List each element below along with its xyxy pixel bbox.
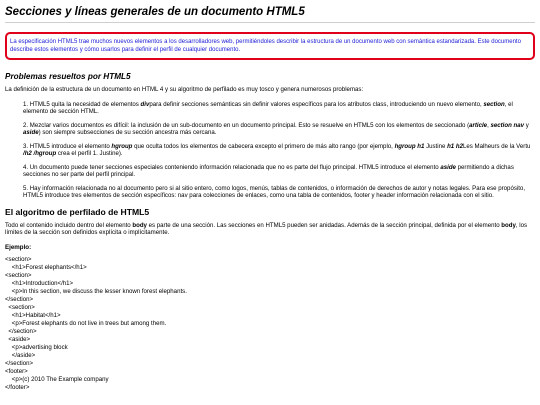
list-item	[23, 143, 535, 158]
page-title: Secciones y líneas generales de un documento HTML5	[5, 6, 535, 23]
section-paragraph: Todo el contenido incluido dentro del elemento body es parte de una sección. Las secciones en HTML5 pueden ser anidadas. Además de la sección principal, definida por el elemento body, los límites de la sección son definidos explícita o implícitamente.	[5, 221, 528, 237]
code-example: <section> <h1>Forest elephants</h1> <section> <h1>Introduction</h1> <p>In this section, we discuss the lesser known forest elephants. </section> <section> <h1>Habitat</h1> <p>Forest elephants do not live in trees but among them. </section> <aside> <p>advertising block </aside> </section> <footer> <p>(c) 2010 The Example company </footer>	[5, 255, 187, 391]
section-heading-problems: Problemas resueltos por HTML5	[5, 72, 131, 81]
list-item	[23, 185, 535, 200]
item-text: 5. Hay información relacionada no al documento pero si al sitio entero, como logos, menús, tablas de contenidos, o información de derechos de autor y notas legales. Para ese propósito, HTML5 introduce tres elementos de sección específicos: nav para colecciones de enlaces, como una tabla de contenidos, footer y header información relacionada con el sitio.	[23, 184, 526, 200]
item-text: 4. Un documento puede tener secciones especiales conteniendo información relacionada que no es parte del flujo principal. HTML5 introduce el elemento aside permitiendo a dichas secciones no ser parte del perfil principal.	[23, 163, 514, 179]
list-item	[23, 101, 535, 116]
item-text: 1. HTML5 quita la necesidad de elementos divpara definir secciones semánticas sin definir valores específicos para los atributos class, introduciendo un nuevo elemento, section, el elemento de sección HTML.	[23, 100, 513, 116]
list-item	[23, 122, 535, 137]
intro-box: La especificación HTML5 trae muchos nuevos elementos a los desarrolladores web, permitiéndoles describir la estructura de un documento web con semántica estandarizada. Este documento describe estos elementos y cómo usarlos para definir el perfil de cualquier documento.	[5, 32, 535, 60]
item-text: 3. HTML5 introduce el elemento hgroup que oculta todos los elementos de cabecera excepto el primero de más alto rango (por ejemplo, hgroup h1 Justine h1 h2Les Malheurs de la Vertu /h2 /hgroup crea el perfil 1. Justine).	[23, 142, 531, 158]
problems-list	[5, 101, 535, 200]
item-text: 2. Mezclar varios documentos es difícil: la inclusión de un sub-documento en un documento principal. Esto se resuelve en HTML5 con los elementos de seccionado (article, section nav y aside) son siempre subsecciones de su sección ancestra más cercana.	[23, 121, 529, 137]
section-heading-algorithm: El algoritmo de perfilado de HTML5	[5, 206, 150, 217]
example-label: Ejemplo:	[5, 243, 32, 251]
list-item	[23, 164, 535, 179]
section-paragraph: La definición de la estructura de un documento en HTML 4 y su algoritmo de perfilado es muy tosco y genera numerosos problemas:	[5, 86, 364, 93]
